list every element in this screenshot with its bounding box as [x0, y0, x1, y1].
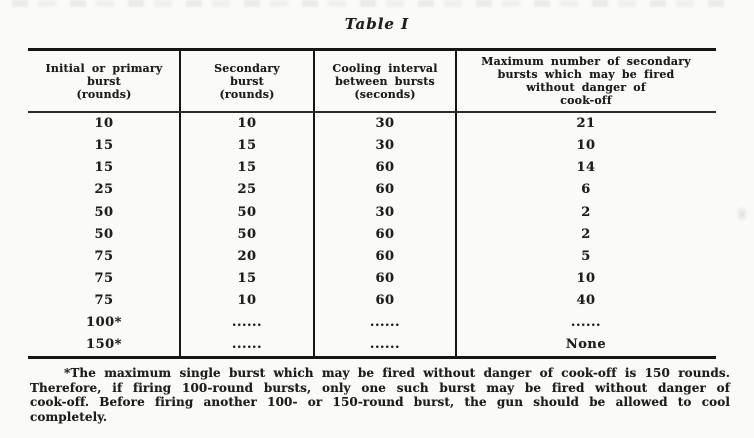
- table-row: [28, 290, 716, 312]
- column-header-initial-burst: [28, 51, 180, 111]
- cell-cooling-interval: 60: [375, 160, 395, 176]
- header-line: burst: [230, 74, 264, 88]
- column-header-secondary-burst: [180, 51, 314, 111]
- header-line: bursts which may be fired: [497, 68, 675, 81]
- cell-max-bursts: 14: [576, 160, 596, 176]
- cell-secondary-burst: 15: [237, 138, 257, 154]
- cell-cooling-interval: 30: [375, 204, 395, 220]
- table-header-row: [28, 51, 716, 111]
- cell-max-bursts: 6: [581, 182, 591, 198]
- cell-secondary-burst: ......: [231, 337, 263, 353]
- cell-secondary-burst: 10: [237, 116, 257, 132]
- footnote-line: completely.: [30, 409, 108, 424]
- cell-initial-burst: 75: [94, 248, 114, 264]
- cell-cooling-interval: 60: [375, 226, 395, 242]
- header-line: without danger of: [526, 81, 646, 94]
- table-row: [28, 312, 716, 334]
- cell-secondary-burst: 50: [237, 226, 257, 242]
- cell-cooling-interval: 60: [375, 248, 395, 264]
- cell-secondary-burst: 10: [237, 293, 257, 309]
- cell-max-bursts: None: [565, 337, 607, 353]
- cell-secondary-burst: 15: [237, 271, 257, 287]
- header-line: Maximum number of secondary: [481, 55, 691, 68]
- cell-max-bursts: 10: [576, 271, 596, 287]
- cell-max-bursts: 21: [576, 116, 596, 132]
- table-body: [28, 113, 716, 357]
- table-row: [28, 201, 716, 223]
- cell-max-bursts: 2: [581, 204, 591, 220]
- table-row: [28, 223, 716, 245]
- cell-max-bursts: ......: [570, 315, 602, 331]
- cell-secondary-burst: 50: [237, 204, 257, 220]
- cell-secondary-burst: 25: [237, 182, 257, 198]
- table-row: [28, 267, 716, 289]
- cell-initial-burst: 15: [94, 160, 114, 176]
- cell-initial-burst: 75: [94, 293, 114, 309]
- footnote-line: cook-off. Before firing another 100- or 150-round burst, the gun should be allowed to cool: [30, 395, 730, 409]
- cell-cooling-interval: 30: [375, 138, 395, 154]
- header-line: burst: [87, 74, 121, 88]
- cell-cooling-interval: 60: [375, 271, 395, 287]
- cell-max-bursts: 5: [581, 248, 591, 264]
- column-header-cooling-interval: [314, 51, 456, 111]
- column-header-max-secondary-bursts: [456, 51, 716, 111]
- table-row: [28, 179, 716, 201]
- header-line: (seconds): [354, 87, 416, 101]
- cell-max-bursts: 2: [581, 226, 591, 242]
- cell-cooling-interval: 60: [375, 182, 395, 198]
- table-footnote: [30, 366, 730, 424]
- cell-max-bursts: 40: [576, 293, 596, 309]
- cell-max-bursts: 10: [576, 138, 596, 154]
- cell-secondary-burst: 20: [237, 248, 257, 264]
- table-bottom-rule: [28, 356, 716, 359]
- cell-cooling-interval: ......: [369, 315, 401, 331]
- cell-initial-burst: 75: [94, 271, 114, 287]
- header-line: Secondary: [214, 61, 280, 75]
- cell-cooling-interval: 30: [375, 116, 395, 132]
- footnote-line: Therefore, if firing 100-round bursts, only one such burst may be fired without danger of: [30, 380, 730, 395]
- table-row: [28, 157, 716, 179]
- cell-initial-burst: 50: [94, 204, 114, 220]
- cell-initial-burst: 150*: [86, 337, 122, 353]
- table-row: [28, 334, 716, 356]
- header-line: Initial or primary: [45, 61, 163, 75]
- header-line: (rounds): [219, 87, 275, 101]
- cell-initial-burst: 50: [94, 226, 114, 242]
- cell-initial-burst: 15: [94, 138, 114, 154]
- scan-artifact-top: [12, 0, 728, 7]
- cell-initial-burst: 100*: [86, 315, 122, 331]
- table-title: Table I: [344, 15, 410, 33]
- table-row: [28, 135, 716, 157]
- header-line: cook-off: [560, 94, 612, 107]
- cell-cooling-interval: ......: [369, 337, 401, 353]
- header-line: (rounds): [76, 87, 132, 101]
- table-row: [28, 113, 716, 135]
- cell-secondary-burst: 15: [237, 160, 257, 176]
- scan-artifact-right: [736, 206, 748, 222]
- header-line: between bursts: [335, 74, 435, 88]
- cell-initial-burst: 25: [94, 182, 114, 198]
- cell-initial-burst: 10: [94, 116, 114, 132]
- cell-secondary-burst: ......: [231, 315, 263, 331]
- cell-cooling-interval: 60: [375, 293, 395, 309]
- table-row: [28, 245, 716, 267]
- header-line: Cooling interval: [332, 61, 438, 75]
- footnote-line: *The maximum single burst which may be fired without danger of cook-off is 150 rounds.: [64, 366, 730, 380]
- data-table: [28, 48, 716, 359]
